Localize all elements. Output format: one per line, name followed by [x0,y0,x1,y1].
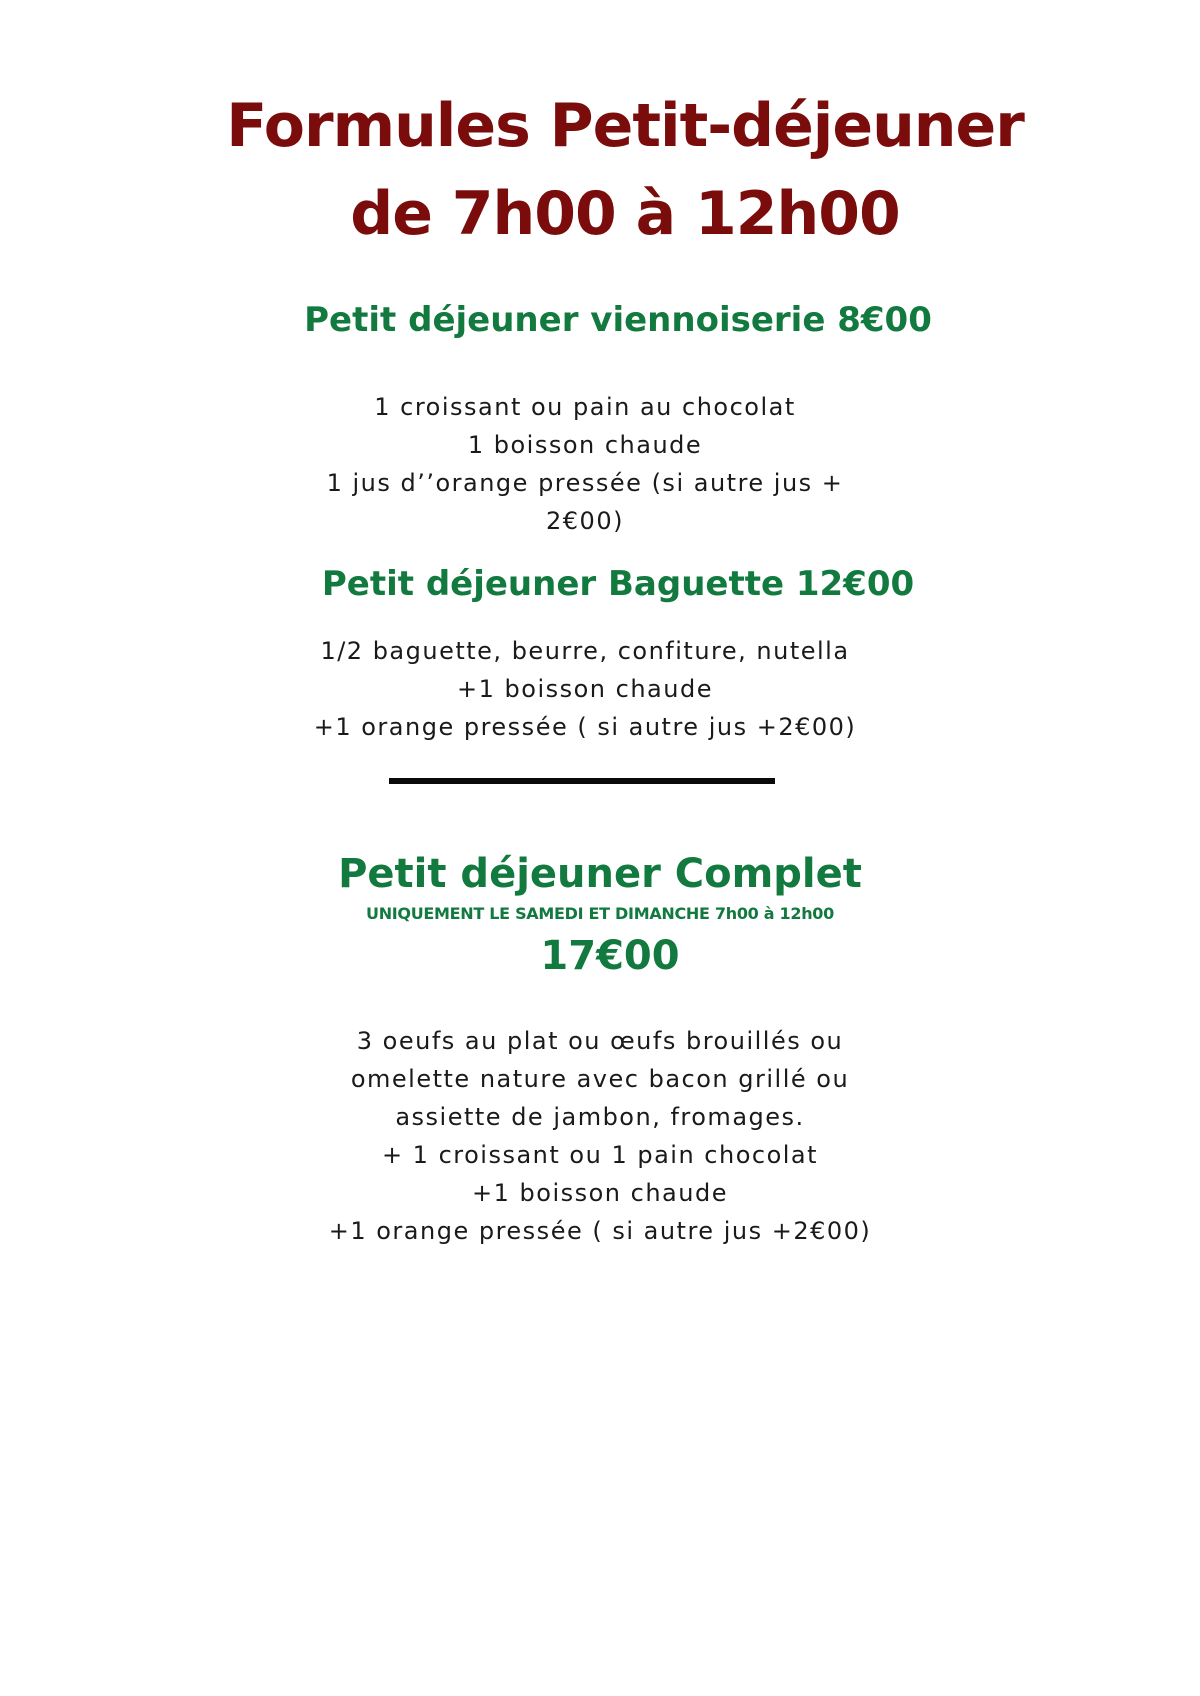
description-line: 1/2 baguette, beurre, confiture, nutella [320,637,850,665]
section-price-complet: 17€00 [540,933,680,979]
description-line: 1 jus d’’orange pressée (si autre jus + [326,469,844,497]
description-line: omelette nature avec bacon grillé ou [350,1065,850,1093]
description-line: +1 orange pressée ( si autre jus +2€00) [328,1217,872,1245]
page-title-line-1: Formules Petit-déjeuner [226,91,1024,161]
description-line: 1 croissant ou pain au chocolat [374,393,796,421]
section-divider [389,778,775,784]
section-description-complet [0,1022,1200,1250]
availability-note: UNIQUEMENT LE SAMEDI ET DIMANCHE 7h00 à 12h00 [366,904,834,923]
description-line: +1 orange pressée ( si autre jus +2€00) [313,713,857,741]
description-line: 2€00) [546,507,624,535]
section-description-viennoiserie [0,388,1170,540]
description-line: +1 boisson chaude [457,675,713,703]
description-line: 1 boisson chaude [467,431,703,459]
page-title-line-2: de 7h00 à 12h00 [350,179,900,249]
description-line: 3 oeufs au plat ou œufs brouillés ou [356,1027,844,1055]
section-heading-viennoiserie: Petit déjeuner viennoiserie 8€00 [304,300,932,340]
section-description-baguette [0,632,1170,746]
section-heading-baguette: Petit déjeuner Baguette 12€00 [321,564,915,604]
description-line: assiette de jambon, fromages. [395,1103,805,1131]
section-heading-complet: Petit déjeuner Complet [338,851,862,897]
description-line: +1 boisson chaude [472,1179,728,1207]
description-line: + 1 croissant ou 1 pain chocolat [381,1141,819,1169]
